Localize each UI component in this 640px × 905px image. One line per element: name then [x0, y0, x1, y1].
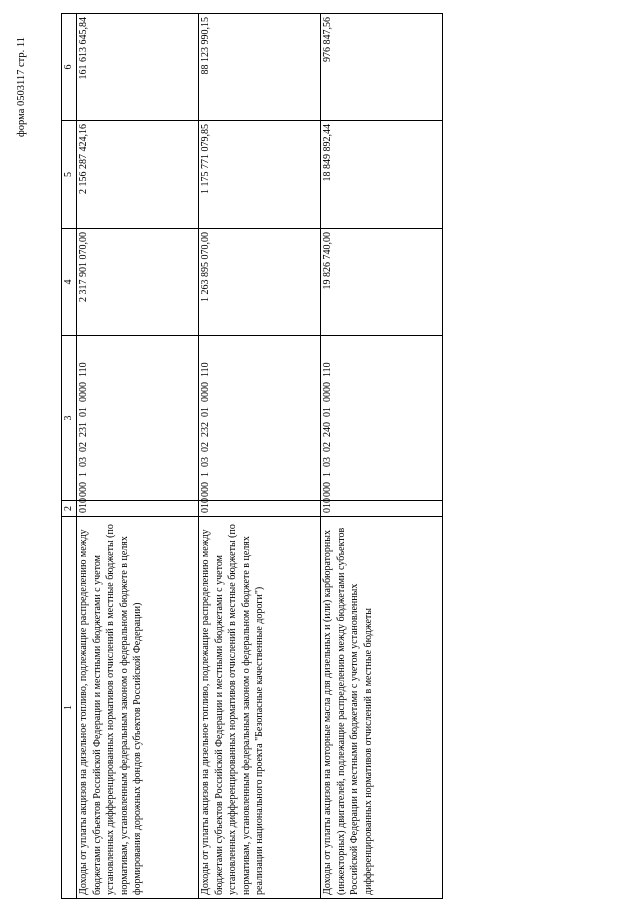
column-header-2: 2 [62, 501, 77, 517]
table-row [77, 14, 199, 899]
income-classification-code: 000 1 03 02 232 01 0000 110 [199, 336, 321, 501]
column-header-4: 4 [62, 229, 77, 336]
income-table [61, 13, 443, 899]
income-name: Доходы от уплаты акцизов на дизельное топливо, подлежащие распределению между бюджетами субъектов Российской Федерации и местными бюджетами с учетом установленных дифференцированных нормативов отчислений в местные бюджеты (по нормативам, установленным федеральным законом о федеральном бюджете в целях формирования дорожных фондов субъектов Российской Федерации) [77, 517, 199, 899]
executed-amount: 18 849 892,44 [321, 121, 443, 229]
income-classification-code: 000 1 03 02 231 01 0000 110 [77, 336, 199, 501]
column-header-1: 1 [62, 517, 77, 899]
table-row [199, 14, 321, 899]
table-row [321, 14, 443, 899]
executed-amount: 1 175 771 079,85 [199, 121, 321, 229]
approved-amount: 19 826 740,00 [321, 229, 443, 336]
income-name: Доходы от уплаты акцизов на моторные масла для дизельных и (или) карбюраторных (инжекторных) двигателей, подлежащие распределению между бюджетами субъектов Российской Федерации и местными бюджетами с учетом установленных дифференцированных нормативов отчислений в местные бюджеты [321, 517, 443, 899]
approved-amount: 2 317 901 070,00 [77, 229, 199, 336]
unexecuted-amount: 161 613 645,84 [77, 14, 199, 121]
line-code: 010 [77, 501, 199, 517]
unexecuted-amount: 976 847,56 [321, 14, 443, 121]
executed-amount: 2 156 287 424,16 [77, 121, 199, 229]
line-code: 010 [321, 501, 443, 517]
column-header-3: 3 [62, 336, 77, 501]
column-header-6: 6 [62, 14, 77, 121]
income-name: Доходы от уплаты акцизов на дизельное топливо, подлежащие распределению между бюджетами субъектов Российской Федерации и местными бюджетами с учетом установленных дифференцированных нормативов отчислений в местные бюджеты (по нормативам, установленным федеральным законом о федеральном бюджете в целях реализации национального проекта "Безопасные качественные дороги") [199, 517, 321, 899]
column-header-5: 5 [62, 121, 77, 229]
form-reference: форма 0503117 стр. 11 [16, 37, 27, 137]
approved-amount: 1 263 895 070,00 [199, 229, 321, 336]
unexecuted-amount: 88 123 990,15 [199, 14, 321, 121]
income-classification-code: 000 1 03 02 240 01 0000 110 [321, 336, 443, 501]
column-number-row [62, 14, 77, 899]
line-code: 010 [199, 501, 321, 517]
